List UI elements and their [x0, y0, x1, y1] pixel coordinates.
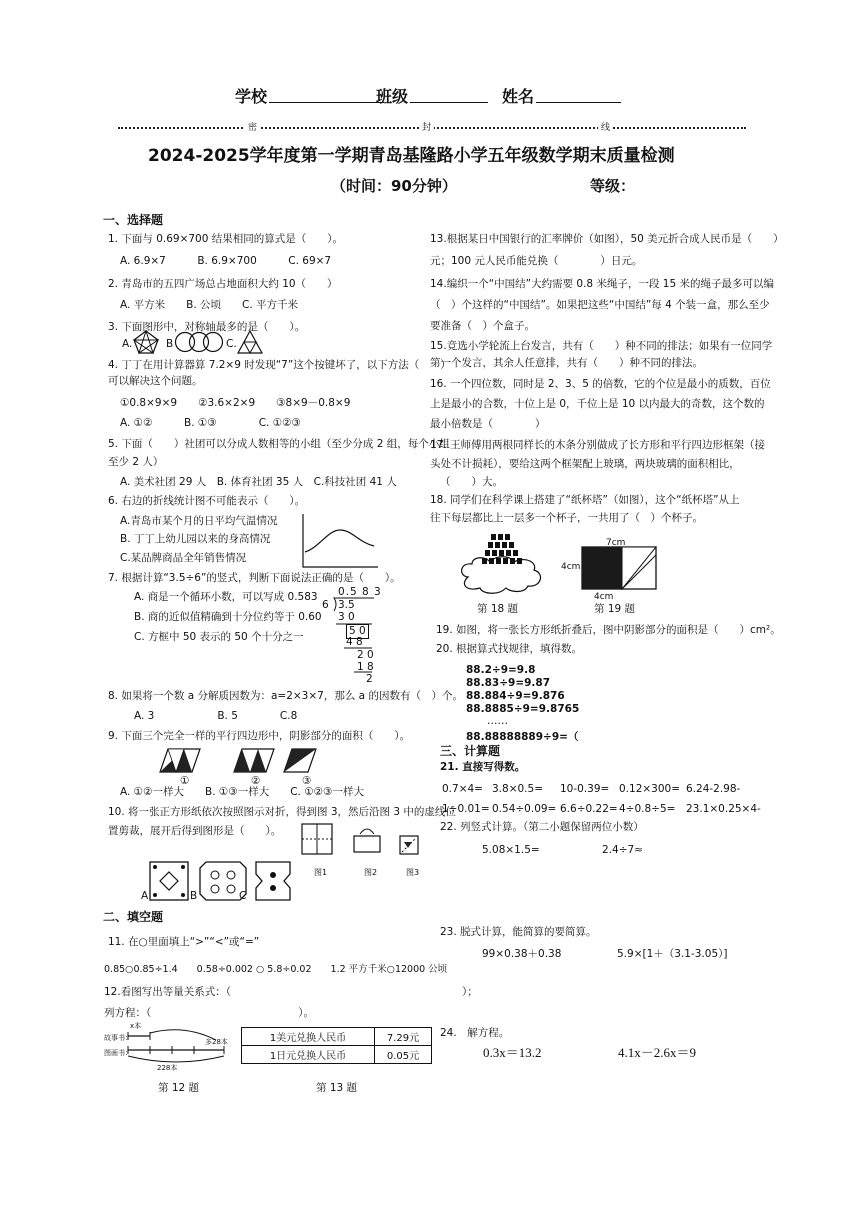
div-dividend: 3.5 [338, 599, 355, 611]
q21: 21. 直接写得数。 [440, 761, 526, 773]
q24-item-1: 0.3x＝13.2 [483, 1045, 542, 1060]
q21-item: 0.54÷0.09= [492, 803, 557, 815]
q12-total-label: 228本 [157, 1064, 178, 1072]
q9-options[interactable]: A. ①②一样大 B. ①③一样大 C. ①②③一样大 [120, 786, 364, 798]
q10-line2: 置剪裁，展开后得到图形是（ ）。 [108, 825, 282, 837]
q16-line3: 最小倍数是（ ） [430, 418, 546, 430]
name-blank[interactable] [536, 88, 621, 103]
rate-jpy-label: 1日元兑换人民币 [242, 1046, 375, 1064]
q17: 17. 王师傅用两根同样长的木条分别做成了长方形和平行四边形框架（接 [430, 439, 766, 451]
rate-usd-value: 7.29元 [375, 1028, 432, 1046]
class-label: 班级 [376, 87, 409, 106]
q14-line2: （ ）个这样的“中国结”。如果把这些“中国结”每 4 个装一盒，那么至少 [430, 299, 770, 311]
q3-option-b[interactable]: B [166, 338, 174, 350]
q10: 10. 将一张正方形纸依次按照图示对折，得到图 3，然后沿图 3 中的虚线位 [108, 806, 456, 818]
cut-result-figures [148, 860, 293, 902]
q12-more-label: 多28本 [205, 1038, 228, 1046]
name-field [502, 87, 621, 106]
q21-item: 0.7×4= [442, 783, 483, 795]
q9: 9. 下面三个完全一样的平行四边形中，阴影部分的面积（ ）。 [108, 730, 411, 742]
q20: 20. 根据算式找规律，填得数。 [436, 643, 583, 655]
div-boxed-50: 5 0 [346, 624, 369, 639]
q6-option-b[interactable]: B. 丁丁上幼儿园以来的身高情况 [120, 533, 271, 545]
q3-option-a[interactable]: A. [122, 338, 133, 350]
q18-line2: 往下每层都比上一层多一个杯子，一共用了（ ）个杯子。 [430, 512, 703, 524]
fig19-caption: 第 19 题 [594, 603, 636, 615]
exam-time: （时间：90分钟） [331, 177, 457, 195]
school-label: 学校 [235, 87, 268, 106]
q5: 5. 下面（ ）社团可以分成人数相等的小组（至少分成 2 组，每个小组 [108, 438, 450, 450]
q14: 14.编织一个“中国结”大约需要 0.8 米绳子，一段 15 米的绳子最多可以编 [430, 278, 774, 290]
q21-item: 3.8×0.5= [492, 783, 543, 795]
q10-option-a[interactable]: A [141, 890, 149, 902]
q20-line2: 88.83÷9=9.87 [466, 677, 551, 689]
div-step-4: 2 0 [357, 649, 374, 661]
q17-line2: 头处不计损耗），要给这两个框架配上玻璃，两块玻璃的面积相比， [430, 458, 740, 470]
school-blank[interactable] [269, 88, 384, 103]
q24: 24. 解方程。 [440, 1027, 510, 1039]
q20-line3: 88.884÷9=9.876 [466, 690, 565, 702]
q21-item: 4÷0.8÷5= [619, 803, 676, 815]
q1: 1. 下面与 0.69×700 结果相同的算式是（ ）。 [108, 233, 343, 245]
div-quotient: 0.5 8 3 [338, 586, 382, 598]
q13-line2: 元；100 元人民币能兑换（ ）日元。 [430, 255, 643, 267]
q1-options[interactable]: A. 6.9×7 B. 6.9×700 C. 69×7 [120, 255, 332, 267]
q9-label-3: ③ [302, 775, 312, 787]
q21-item: 6.6÷0.22= [560, 803, 618, 815]
q11-items[interactable]: 0.85○0.85÷1.4 0.58÷0.002 ○ 5.8÷0.02 1.2 平方千米○12000 公顷 [104, 964, 448, 975]
q20-line4: 88.8885÷9=9.8765 [466, 703, 580, 715]
folded-rectangle-figure [580, 545, 660, 593]
q7-option-b[interactable]: B. 商的近似值精确到十分位约等于 0.60 [134, 611, 322, 623]
q19: 19. 如图，将一张长方形纸折叠后，图中阴影部分的面积是（ ）cm²。 [436, 624, 781, 636]
q4: 4. 丁丁在用计算器算 7.2×9 时发现“7”这个按键坏了，以下方法（ ） [108, 359, 451, 371]
section-choice: 一、选择题 [103, 213, 164, 227]
q21-item: 1÷0.01= [442, 803, 490, 815]
fig19-bottom-label: 4cm [594, 592, 614, 602]
table-row [242, 1046, 432, 1064]
q20-ellipsis: …… [487, 715, 508, 727]
div-remainder: 2 [366, 673, 373, 685]
parallelogram-figures [158, 748, 318, 774]
q21-item: 0.12×300= [619, 783, 681, 795]
q10-option-b[interactable]: B [190, 890, 198, 902]
q10-option-c[interactable]: C [239, 890, 247, 902]
q7-option-a[interactable]: A. 商是一个循环小数，可以写成 0.583 [134, 591, 318, 603]
q18: 18. 同学们在科学课上搭建了“纸杯塔”（如图），这个“纸杯塔”从上 [430, 494, 740, 506]
school-field [235, 87, 384, 106]
q5-options[interactable]: A. 美术社团 29 人 B. 体育社团 35 人 C.科技社团 41 人 [120, 476, 397, 488]
triangle-figure [237, 330, 263, 354]
three-circles-figure [174, 331, 224, 353]
div-divisor: 6 [322, 599, 329, 611]
q2: 2. 青岛市的五四广场总占地面积大约 10（ ） [108, 278, 338, 290]
q12-story-label: 故事书： [104, 1034, 132, 1042]
q12-segment-diagram [124, 1028, 234, 1068]
q6-option-c[interactable]: C.某品牌商品全年销售情况 [120, 552, 247, 564]
q6-option-a[interactable]: A.青岛市某个月的日平均气温情况 [120, 515, 278, 527]
q9-label-1: ① [180, 775, 190, 787]
q23-item-1: 99×0.38＋0.38 [482, 948, 562, 960]
q17-line3: （ ）大。 [440, 476, 503, 488]
q3-option-c[interactable]: C. [226, 338, 237, 350]
q13-caption: 第 13 题 [316, 1082, 358, 1094]
q20-line5: 88.88888889÷9=（ [466, 731, 579, 743]
seal-mark-xian: 线 [598, 120, 613, 133]
paper-cup-tower-figure [458, 532, 548, 598]
exam-grade: 等级： [590, 177, 636, 195]
q22-item-2: 2.4÷7≈ [602, 844, 643, 856]
rate-usd-label: 1美元兑换人民币 [242, 1028, 375, 1046]
q7: 7. 根据计算“3.5÷6”的竖式，判断下面说法正确的是（ ）。 [108, 572, 401, 584]
q23: 23. 脱式计算，能简算的要简算。 [440, 926, 597, 938]
fold-fig-3-label: 图3 [406, 868, 420, 877]
name-label: 姓名 [502, 87, 535, 106]
q12-x-label: x本 [130, 1022, 142, 1030]
fold-fig-1-label: 图1 [314, 868, 328, 877]
seal-mark-mi: 密 [245, 120, 260, 133]
rate-jpy-value: 0.05元 [375, 1046, 432, 1064]
q21-item: 6.24-2.98- [686, 783, 741, 795]
q12-caption: 第 12 题 [158, 1082, 200, 1094]
q22: 22. 列竖式计算。（第二小题保留两位小数） [440, 821, 644, 833]
q12-equation: 列方程：（ ）。 [104, 1007, 314, 1019]
q24-item-2: 4.1x－2.6x＝9 [618, 1045, 697, 1060]
q12-picture-label: 图画书： [104, 1049, 132, 1057]
q23-item-2: 5.9×[1＋（3.1-3.05）] [617, 948, 728, 960]
section-fill: 二、填空题 [103, 910, 164, 924]
div-bracket-lines [330, 597, 380, 673]
div-step-5: 1 8 [357, 661, 374, 673]
q14-line3: 要准备（ ）个盒子。 [430, 320, 535, 332]
q15: 15.竞选小学轮流上台发言，共有（ ）种不同的排法；如果有一位同学 [430, 340, 773, 352]
div-step-3: 4 8 [346, 636, 363, 648]
fold-fig-2-label: 图2 [364, 868, 378, 877]
q13: 13.根据某日中国银行的汇率牌价（如图），50 美元折合成人民币是（ ） [430, 233, 784, 245]
q11: 11. 在○里面填上“>”“<”或“=” [108, 936, 260, 948]
pentagon-star-figure [133, 330, 159, 354]
q4-methods: ①0.8×9×9 ②3.6×2×9 ③8×9－0.8×9 [120, 397, 351, 409]
q7-option-c[interactable]: C. 方框中 50 表示的 50 个十分之一 [134, 631, 304, 643]
section-calc: 三、计算题 [440, 744, 501, 758]
q16-line2: 上是最小的合数，十位上是 0，千位上是 10 以内最大的奇数，这个数的 [430, 398, 765, 410]
q21-item: 23.1×0.25×4- [686, 803, 761, 815]
exam-title: 2024-2025学年度第一学期青岛基隆路小学五年级数学期末质量检测 [148, 146, 675, 166]
fig19-left-label: 4cm [561, 562, 581, 572]
seal-mark-feng: 封 [419, 120, 434, 133]
q4-options[interactable]: A. ①② B. ①③ C. ①②③ [120, 417, 301, 429]
class-blank[interactable] [410, 88, 488, 103]
q4-line2: 可以解决这个问题。 [108, 375, 203, 387]
q22-item-1: 5.08×1.5= [482, 844, 540, 856]
q20-line1: 88.2÷9=9.8 [466, 664, 536, 676]
fig19-top-label: 7cm [606, 538, 626, 548]
line-chart-figure [300, 512, 380, 570]
table-row [242, 1028, 432, 1046]
fig18-caption: 第 18 题 [477, 603, 519, 615]
q15-line2: 第一个发言，其余人任意排，共有（ ）种不同的排法。 [430, 357, 703, 369]
q21-item: 10-0.39= [560, 783, 610, 795]
q8-options[interactable]: A. 3 B. 5 C.8 [134, 710, 298, 722]
q6: 6. 右边的折线统计图不可能表示（ ）。 [108, 495, 306, 507]
exchange-rate-table [241, 1027, 432, 1064]
class-field [376, 87, 488, 106]
q8: 8. 如果将一个数 a 分解质因数为：a=2×3×7，那么 a 的因数有（ ）个。 [108, 690, 463, 702]
q5-line2: 至少 2 人） [108, 456, 164, 468]
q16: 16. 一个四位数，同时是 2、3、5 的倍数，它的个位是最小的质数，百位 [430, 378, 771, 390]
div-step-1: 3 0 [338, 611, 355, 623]
q3: 3. 下面图形中，对称轴最多的是（ ）。 [108, 321, 306, 333]
q9-label-2: ② [251, 775, 261, 787]
q2-options[interactable]: A. 平方米 B. 公顷 C. 平方千米 [120, 299, 299, 311]
q12: 12.看图写出等量关系式：（ ）； [104, 986, 478, 998]
